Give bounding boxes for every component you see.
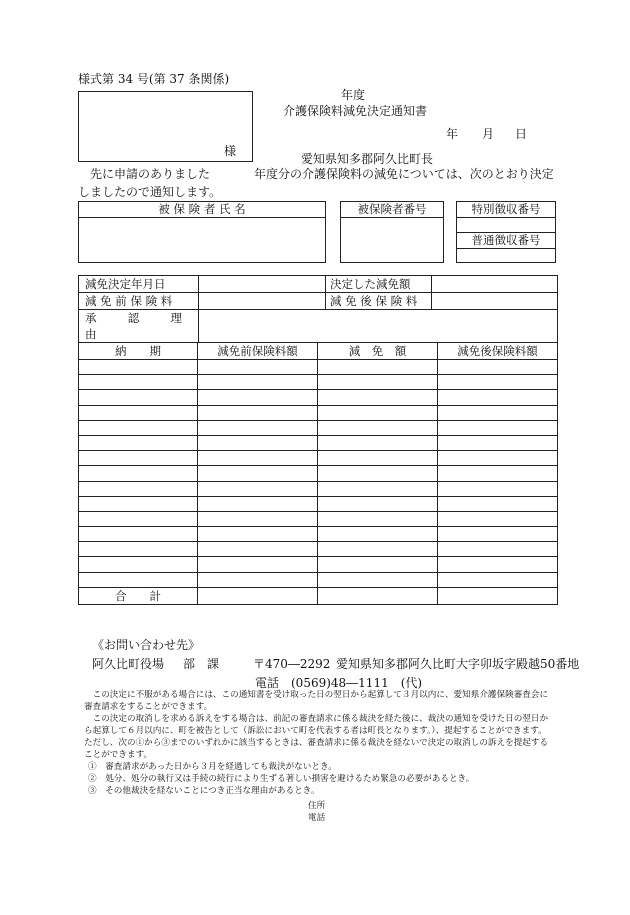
reduction-cell[interactable] (318, 405, 438, 420)
period-cell[interactable] (79, 420, 198, 435)
table-row (79, 405, 558, 420)
special-collection-header: 特別徴収番号 (457, 202, 555, 218)
special-collection-value[interactable] (457, 218, 555, 233)
before-cell[interactable] (198, 360, 318, 375)
after-cell[interactable] (438, 420, 558, 435)
intro-line1-b: 年度分の介護保険料の減免については、次のとおり決定 (254, 167, 554, 181)
intro-line2: しましたので通知します。 (78, 185, 222, 199)
form-number: 様式第 34 号(第 37 条関係) (78, 72, 230, 86)
period-cell[interactable] (79, 375, 198, 390)
table-row (79, 360, 558, 375)
date-day: 日 (515, 127, 528, 141)
period-cell[interactable] (79, 511, 198, 526)
table-row (79, 496, 558, 511)
payment-table (78, 342, 558, 605)
period-cell[interactable] (79, 360, 198, 375)
reduction-cell[interactable] (318, 542, 438, 557)
reason-label: 承 認 理 由 (79, 310, 199, 343)
period-cell[interactable] (79, 527, 198, 542)
table-row (79, 481, 558, 496)
after-cell[interactable] (438, 375, 558, 390)
before-cell[interactable] (198, 572, 318, 587)
table-row (79, 420, 558, 435)
after-cell[interactable] (438, 542, 558, 557)
before-cell[interactable] (198, 435, 318, 450)
after-cell[interactable] (438, 557, 558, 572)
before-premium-value[interactable] (199, 293, 326, 310)
period-cell[interactable] (79, 557, 198, 572)
col-before-header: 減免前保険料額 (198, 343, 318, 360)
before-cell[interactable] (198, 481, 318, 496)
contact-department: 部 課 (183, 657, 220, 671)
table-row (79, 466, 558, 481)
before-cell[interactable] (198, 527, 318, 542)
reduction-cell[interactable] (318, 557, 438, 572)
before-cell[interactable] (198, 496, 318, 511)
before-cell[interactable] (198, 375, 318, 390)
decided-amount-value[interactable] (432, 276, 558, 293)
decided-amount-label: 決定した減免額 (326, 276, 432, 293)
insured-name-header: 被 保 険 者 氏 名 (79, 202, 325, 218)
table-row (79, 527, 558, 542)
reduction-cell[interactable] (318, 496, 438, 511)
period-cell[interactable] (79, 405, 198, 420)
table-row (79, 435, 558, 450)
table-row (79, 572, 558, 587)
before-cell[interactable] (198, 451, 318, 466)
before-cell[interactable] (198, 557, 318, 572)
note-paragraph-1: この決定に不服がある場合には、この通知書を受け取った日の翌日から起算して３月以内に、愛知県介護保険審査会に審査請求をすることができます。 (84, 690, 549, 712)
reduction-cell[interactable] (318, 481, 438, 496)
issuer: 愛知県知多郡阿久比町長 (301, 152, 434, 166)
period-cell[interactable] (79, 390, 198, 405)
reason-value[interactable] (199, 310, 558, 343)
total-before[interactable] (198, 587, 318, 604)
reduction-cell[interactable] (318, 511, 438, 526)
reduction-cell[interactable] (318, 375, 438, 390)
table-row (79, 390, 558, 405)
after-cell[interactable] (438, 435, 558, 450)
date-year: 年 (446, 127, 459, 141)
after-premium-value[interactable] (432, 293, 558, 310)
contact-heading: 《お問い合わせ先》 (92, 638, 201, 652)
reduction-cell[interactable] (318, 420, 438, 435)
note-item-3: ③ その他裁決を経ないことにつき正当な理由があるとき。 (88, 786, 320, 796)
collection-number-box (456, 201, 556, 263)
before-cell[interactable] (198, 405, 318, 420)
period-cell[interactable] (79, 496, 198, 511)
reduction-cell[interactable] (318, 466, 438, 481)
normal-collection-header: 普通徴収番号 (457, 233, 555, 249)
reduction-cell[interactable] (318, 360, 438, 375)
note-item-1: ① 審査請求があった日から３月を経過しても裁決がないとき。 (88, 762, 337, 772)
after-cell[interactable] (438, 511, 558, 526)
decision-date-value[interactable] (199, 276, 326, 293)
contact-postal: 〒470―2292 (253, 657, 331, 671)
address-label: 住所 (308, 801, 326, 811)
period-cell[interactable] (79, 542, 198, 557)
total-after[interactable] (438, 587, 558, 604)
page-title: 介護保険料減免決定通知書 (283, 104, 428, 118)
reduction-cell[interactable] (318, 390, 438, 405)
before-cell[interactable] (198, 542, 318, 557)
note-paragraph-2: この決定の取消しを求める訴えをする場合は、前記の審査請求に係る裁決を経た後に、裁決の通知を受けた日の翌日から起算して６月以内に、町を被告として（訴訟において町を代表する者は町長となります。）、提起することができます。ただし、次の①から③までのいずれかに該当するときは、審査請求に係る裁決を経ないで決定の取消しの訴えを提起することができます。 (84, 714, 549, 760)
total-reduction[interactable] (318, 587, 438, 604)
reduction-cell[interactable] (318, 451, 438, 466)
after-cell[interactable] (438, 360, 558, 375)
decision-date-label: 減免決定年月日 (79, 276, 199, 293)
table-row (79, 542, 558, 557)
insured-number-box (340, 201, 444, 263)
before-cell[interactable] (198, 390, 318, 405)
col-reduction-header: 減 免 額 (318, 343, 438, 360)
before-cell[interactable] (198, 511, 318, 526)
after-cell[interactable] (438, 527, 558, 542)
table-row (79, 557, 558, 572)
period-cell[interactable] (79, 451, 198, 466)
contact-phone: 電話 (0569)48―1111 (代) (255, 676, 423, 690)
contact-address: 愛知県知多郡阿久比町大字卯坂字殿越50番地 (336, 657, 580, 671)
reduction-cell[interactable] (318, 435, 438, 450)
table-row (79, 375, 558, 390)
after-cell[interactable] (438, 451, 558, 466)
after-cell[interactable] (438, 405, 558, 420)
fiscal-year-label: 年度 (341, 88, 366, 102)
after-cell[interactable] (438, 481, 558, 496)
after-cell[interactable] (438, 390, 558, 405)
after-cell[interactable] (438, 572, 558, 587)
table-row (79, 511, 558, 526)
note-item-2: ② 処分、処分の執行又は手続の続行により生ずる著しい損害を避けるため緊急の必要があるとき。 (88, 774, 475, 784)
appeal-notes (84, 689, 554, 797)
intro-line1-a: 先に申請のありました (90, 167, 211, 181)
phone-label: 電話 (308, 813, 326, 823)
col-period-header: 納 期 (79, 343, 198, 360)
period-cell[interactable] (79, 481, 198, 496)
before-premium-label: 減 免 前 保 険 料 (79, 293, 199, 310)
col-after-header: 減免後保険料額 (438, 343, 558, 360)
date-month: 月 (482, 127, 495, 141)
period-cell[interactable] (79, 435, 198, 450)
before-cell[interactable] (198, 420, 318, 435)
after-premium-label: 減 免 後 保 険 料 (326, 293, 432, 310)
table-row (79, 451, 558, 466)
total-label: 合 計 (79, 587, 198, 604)
after-cell[interactable] (438, 466, 558, 481)
period-cell[interactable] (79, 572, 198, 587)
before-cell[interactable] (198, 466, 318, 481)
reduction-cell[interactable] (318, 527, 438, 542)
after-cell[interactable] (438, 496, 558, 511)
addressee-suffix: 様 (224, 144, 237, 158)
contact-office: 阿久比町役場 (92, 657, 165, 671)
decision-table (78, 275, 558, 343)
insured-name-box (78, 201, 326, 263)
reduction-cell[interactable] (318, 572, 438, 587)
insured-number-header: 被保険者番号 (341, 202, 443, 218)
period-cell[interactable] (79, 466, 198, 481)
